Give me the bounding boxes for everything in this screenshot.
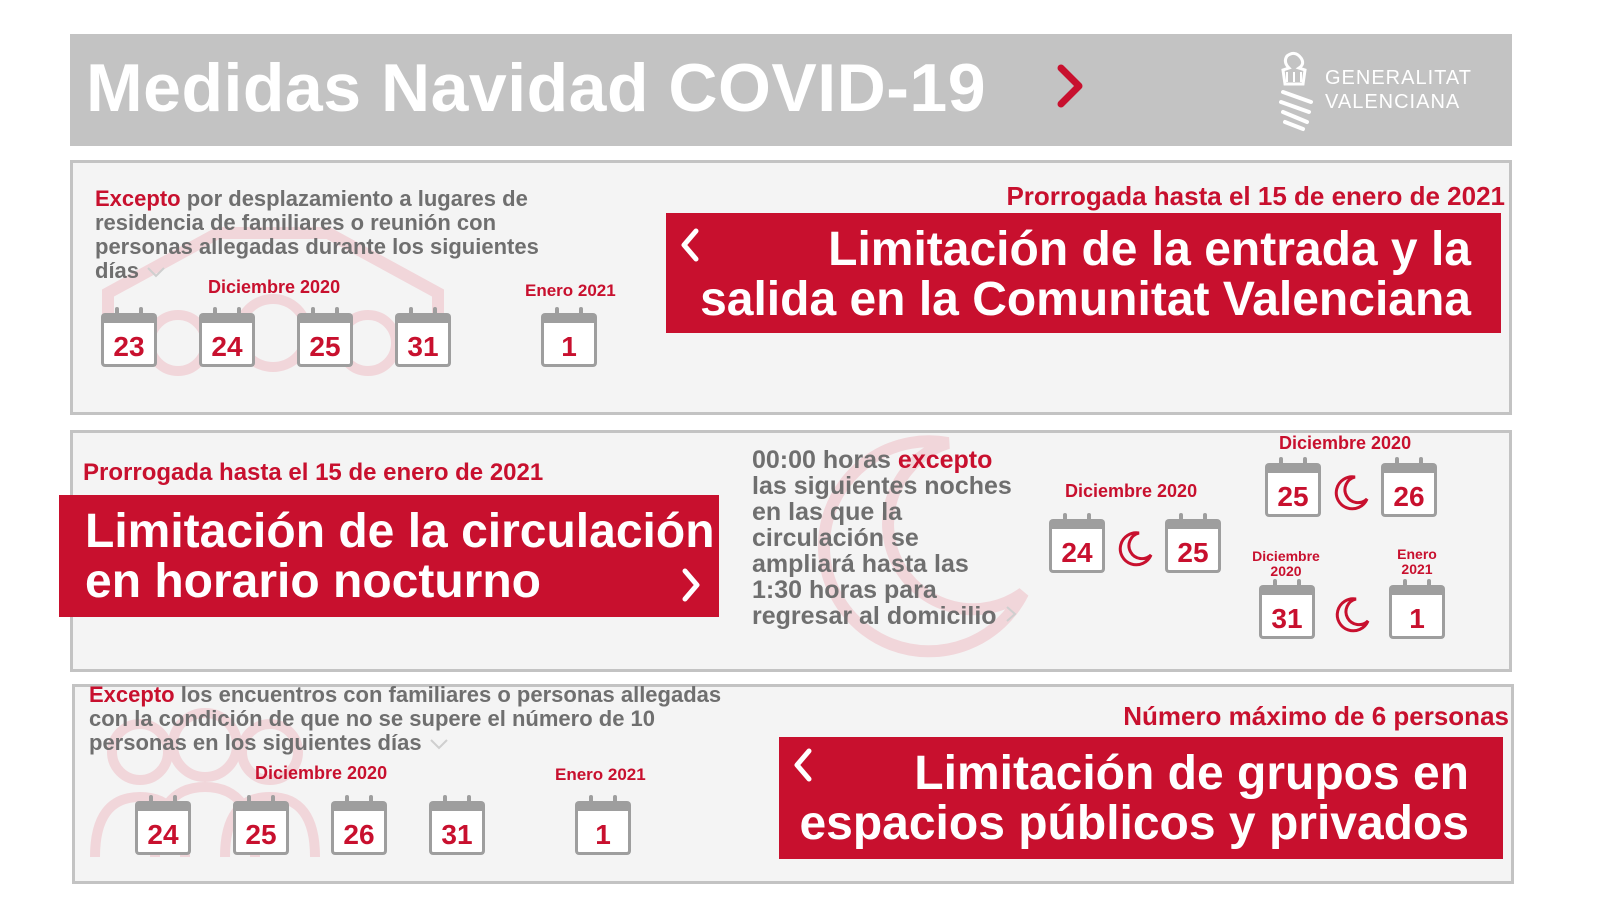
chevron-down-icon (428, 738, 450, 750)
calendar-icon (199, 313, 255, 367)
exception-keyword: Excepto (95, 186, 181, 211)
title-box (666, 213, 1501, 333)
title-box (779, 737, 1503, 859)
calendar-icon (135, 801, 191, 855)
month-label: Enero 2021 (525, 281, 616, 300)
calendar-day: 25 (245, 819, 277, 850)
calendar-day: 25 (309, 331, 341, 362)
month-label: Diciembre 2020 (255, 763, 388, 783)
calendar-day: 31 (441, 819, 473, 850)
max-people-label: Número máximo de 6 personas (1123, 701, 1509, 731)
calendar-icon (1381, 463, 1437, 517)
calendar-day: 31 (1271, 603, 1303, 634)
calendar-icon (1389, 585, 1445, 639)
night-text (752, 447, 1022, 629)
exception-text (95, 187, 565, 283)
title-text (799, 749, 1469, 849)
night-text-a: 00:00 horas (752, 446, 898, 474)
calendar-icon (1049, 519, 1105, 573)
calendar-day: 24 (1061, 537, 1093, 568)
calendar-day: 26 (343, 819, 375, 850)
calendar-icon (1259, 585, 1315, 639)
moon-icon (1331, 473, 1371, 513)
header-bar (70, 34, 1512, 146)
panel-grupos (72, 684, 1514, 884)
title-line-1: Limitación de la circulación (85, 505, 715, 558)
chevron-down-icon (145, 266, 167, 278)
calendar-day: 26 (1393, 481, 1425, 512)
calendar-day: 25 (1177, 537, 1209, 568)
exception-body: por desplazamiento a lugares de residencia de familiares o reunión con personas allegadas durante los siguientes días (95, 186, 539, 283)
exception-body: los encuentros con familiares o personas allegadas con la condición de que no se supere el número de 10 personas en los siguientes días (89, 682, 722, 755)
title-box (59, 495, 719, 617)
calendar-icon (541, 313, 597, 367)
night-text-b: las siguientes noches en las que la circulación se ampliará hasta las 1:30 horas para regresar al domicilio (752, 472, 1012, 630)
calendar-icon (233, 801, 289, 855)
month-label-line: 2020 (1270, 563, 1302, 579)
calendar-icon (331, 801, 387, 855)
month-label-line: Diciembre (1252, 548, 1320, 564)
exception-text (89, 683, 749, 755)
title-line-1: Limitación de grupos en (914, 747, 1469, 800)
month-label (1251, 549, 1321, 579)
prorrogada-label: Prorrogada hasta el 15 de enero de 2021 (83, 459, 544, 486)
chevron-right-icon (1055, 64, 1085, 108)
calendar-day: 1 (561, 331, 577, 362)
generalitat-logo (1275, 48, 1485, 132)
logo-text (1325, 66, 1472, 114)
page-title: Medidas Navidad COVID-19 (86, 50, 987, 126)
month-label: Diciembre 2020 (208, 277, 341, 297)
calendar-day: 23 (113, 331, 145, 362)
calendar-day: 1 (1409, 603, 1425, 634)
moon-icon (1332, 595, 1372, 635)
logo-line-1: GENERALITAT (1325, 67, 1472, 89)
chevron-left-icon (678, 227, 702, 263)
month-label (1389, 547, 1445, 577)
title-line-2: en horario nocturno (85, 555, 541, 608)
calendar-day: 1 (595, 819, 611, 850)
title-text (700, 225, 1471, 325)
calendar-icon (1165, 519, 1221, 573)
title-line-2: salida en la Comunitat Valenciana (700, 273, 1471, 326)
chevron-right-icon (1004, 604, 1018, 624)
month-label: Diciembre 2020 (1065, 481, 1198, 501)
calendar-icon (297, 313, 353, 367)
calendar-icon (429, 801, 485, 855)
month-label-line: 2021 (1401, 561, 1433, 577)
month-label-line: Enero (1397, 546, 1437, 562)
title-line-2: espacios públicos y privados (799, 797, 1469, 850)
night-text-keyword: excepto (897, 446, 993, 474)
month-label: Diciembre 2020 (1279, 433, 1412, 453)
title-text (85, 507, 715, 607)
logo-line-2: VALENCIANA (1325, 91, 1461, 113)
calendar-icon (395, 313, 451, 367)
calendar-day: 24 (147, 819, 179, 850)
panel-circulacion-nocturna (70, 430, 1512, 672)
moon-icon (1115, 529, 1155, 569)
calendar-day: 24 (211, 331, 243, 362)
calendar-day: 31 (407, 331, 439, 362)
panel-entrada-salida (70, 160, 1512, 415)
month-label: Enero 2021 (555, 765, 646, 784)
exception-keyword: Excepto (89, 682, 175, 707)
calendar-icon (1265, 463, 1321, 517)
coat-of-arms-icon (1275, 50, 1315, 132)
calendar-day: 25 (1277, 481, 1309, 512)
prorrogada-label: Prorrogada hasta el 15 de enero de 2021 (1006, 181, 1505, 211)
calendar-icon (575, 801, 631, 855)
calendar-icon (101, 313, 157, 367)
chevron-right-icon (679, 567, 703, 603)
title-line-1: Limitación de la entrada y la (828, 223, 1471, 276)
